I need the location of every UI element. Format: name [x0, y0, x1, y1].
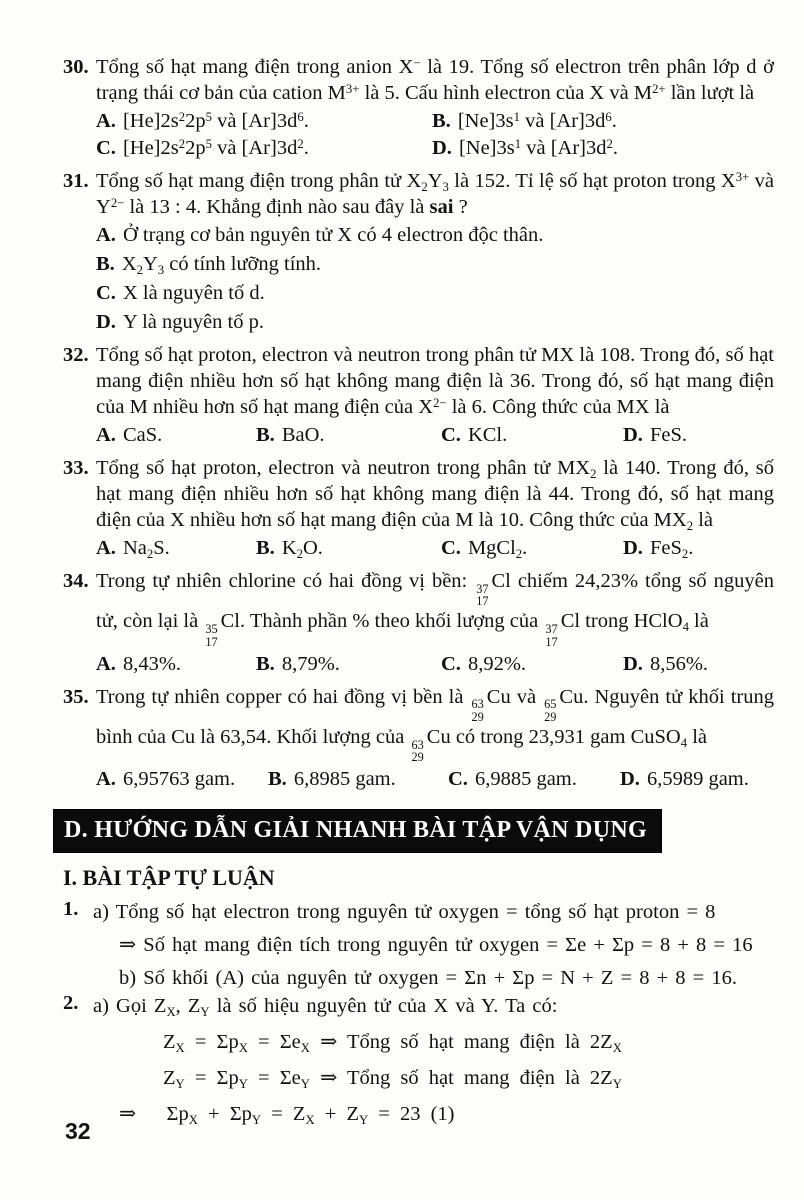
option-c: C. X là nguyên tố d. [96, 282, 265, 304]
question-31 [63, 168, 774, 336]
solution-line: b) Số khối (A) của nguyên tử oxygen = Σn + Σp = N + Z = 8 + 8 = 16. [119, 967, 737, 990]
question-34 [63, 568, 774, 678]
option-b: B. $K_2O$. [256, 537, 323, 561]
options [96, 108, 774, 162]
option-b: B. BaO. [256, 424, 325, 446]
options [96, 535, 774, 562]
question-number: 35. [63, 685, 89, 708]
solution-formula-line: $Z_X = \Sigma p_X = \Sigma e_X$ ⇒ Tổng số hạt mang điện là $2Z_X$ [163, 1031, 622, 1055]
option-c: C. KCl. [441, 424, 508, 446]
question-body: Tổng số hạt mang điện trong phân tử $X_2Y_3$ là 152. Tỉ lệ số hạt proton trong $X^{3+}$ và $Y^{2-}$ là 13 : 4. Khẳng định nào sau đây là sai ? [96, 169, 775, 218]
question-body: Trong tự nhiên copper có hai đồng vị bền là 63 29 Cu và 65 29 Cu. Nguyên tử khối trung bình của Cu là 63,54. Khối lượng của 63 29 Cu có trong 23,931 gam CuSO$_4$ là [96, 685, 774, 765]
option-b: B. 8,79%. [256, 652, 340, 675]
question-32 [63, 342, 774, 449]
option-a: A. 6,95763 gam. [96, 768, 236, 791]
option-a: A. Ở trạng cơ bản nguyên tử X có 4 electron độc thân. [96, 224, 544, 246]
option-b: B. 6,8985 gam. [268, 768, 396, 791]
question-number: 32. [63, 344, 89, 366]
section-title: I. BÀI TẬP TỰ LUẬN [63, 865, 275, 891]
options [96, 422, 774, 449]
question-number: 33. [63, 457, 89, 479]
option-d: D. 6,5989 gam. [620, 768, 749, 791]
question-number: 31. [63, 170, 89, 192]
options [96, 651, 774, 678]
option-b: B. $[Ne]3s^1$ và $[Ar]3d^6$. [432, 109, 617, 132]
option-c: C. $[He]2s^22p^5$ và $[Ar]3d^2$. [96, 136, 309, 159]
solution-formula-line: ⇒ $\Sigma p_X + \Sigma p_Y = Z_X + Z_Y = 23$ (1) [119, 1103, 455, 1127]
question-35 [63, 684, 774, 794]
option-d: D. $[Ne]3s^1$ và $[Ar]3d^2$. [432, 136, 618, 159]
solution-formula-line: $Z_Y = \Sigma p_Y = \Sigma e_Y$ ⇒ Tổng số hạt mang điện là $2Z_Y$ [163, 1067, 622, 1091]
options [96, 766, 774, 793]
solution-line: a) Tổng số hạt electron trong nguyên tử oxygen = tổng số hạt proton = 8 [93, 901, 716, 924]
option-c: C. 6,9885 gam. [448, 768, 577, 791]
option-d: D. 8,56%. [623, 652, 709, 675]
question-number: 34. [63, 570, 89, 592]
option-d: D. FeS$_2$. [623, 537, 694, 561]
options [96, 222, 774, 336]
solution-line: a) Gọi $Z_X$, $Z_Y$ là số hiệu nguyên tử của X và Y. Ta có: [93, 995, 558, 1019]
solution-number: 1. [63, 898, 79, 921]
question-body: Tổng số hạt proton, electron và neutron trong phân tử $MX_2$ là 140. Trong đó, số hạt mang điện nhiều hơn số hạt không mang điện là 44. Trong đó, số hạt mang điện của X nhiều hơn số hạt mang điện của M là 10. Công thức của $MX_2$ là [96, 457, 775, 533]
option-a: A. 8,43%. [96, 652, 182, 675]
question-body: Tổng số hạt mang điện trong anion X− là 19. Tổng số electron trên phân lớp d ở trạng thái cơ bản của cation $M^{3+}$ là 5. Cấu hình electron của X và $M^{2+}$ lần lượt là [96, 55, 774, 104]
page-number: 32 [65, 1118, 91, 1144]
question-body: Trong tự nhiên chlorine có hai đồng vị bền: 37 17 Cl chiếm 24,23% tổng số nguyên tử, còn lại là 35 17 Cl. Thành phần % theo khối lượng của 37 17 Cl trong HClO$_4$ là [96, 570, 774, 649]
solution-1 [63, 898, 774, 992]
option-a: A. CaS. [96, 424, 163, 446]
option-c: C. 8,92%. [441, 652, 527, 675]
option-a: A. $[He]2s^22p^5$ và $[Ar]3d^6$. [96, 109, 309, 132]
option-d: D. Y là nguyên tố p. [96, 311, 264, 333]
option-b: B. $X_2Y_3$ có tính lưỡng tính. [96, 253, 322, 277]
solution-line: ⇒ Số hạt mang điện tích trong nguyên tử oxygen = Σe + Σp = 8 + 8 = 16 [119, 934, 753, 957]
option-c: C. MgCl$_2$. [441, 537, 528, 561]
solution-2 [63, 992, 774, 1128]
solutions-header-bar: D. HƯỚNG DẪN GIẢI NHANH BÀI TẬP VẬN DỤNG [53, 809, 662, 853]
question-body: Tổng số hạt proton, electron và neutron trong phân tử MX là 108. Trong đó, số hạt mang điện nhiều hơn số hạt không mang điện là 36. Trong đó, số hạt mang điện của M nhiều hơn số hạt mang điện của $X^{2-}$ là 6. Công thức của MX là [96, 344, 774, 418]
option-d: D. FeS. [623, 424, 687, 446]
question-33 [63, 455, 774, 562]
question-30 [63, 54, 774, 162]
option-a: A. $Na_2S$. [96, 537, 170, 561]
question-number: 30. [63, 56, 89, 78]
solution-number: 2. [63, 992, 79, 1015]
